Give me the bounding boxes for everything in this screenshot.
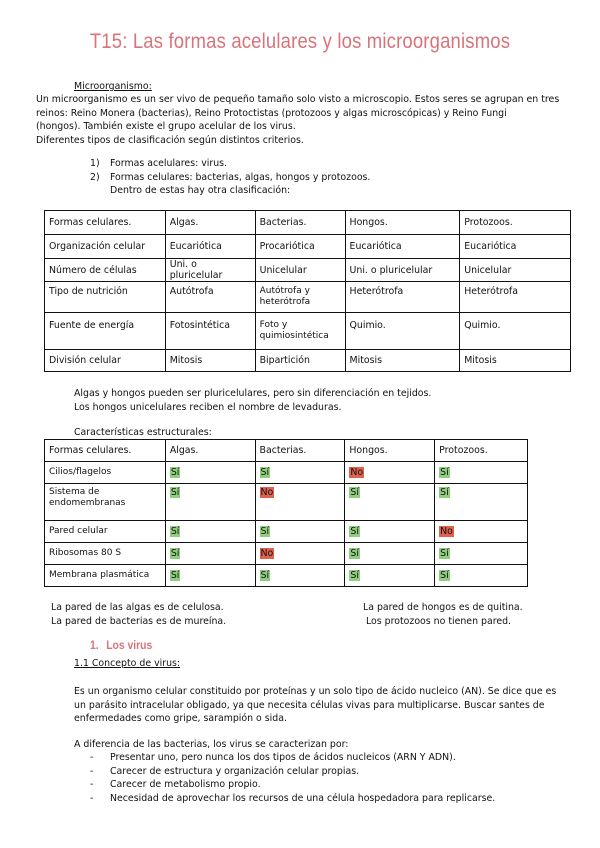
table-cell [165,543,255,565]
paragraph-line: Es un organismo celular constituido por proteínas y un solo tipo de ácido nucleico (AN). Se dice que es [74,686,557,697]
table-header-row [45,440,528,462]
virus-traits-list [90,751,495,805]
table-row [45,565,528,587]
note-line: La pared de bacterias es de mureína. [51,615,227,627]
notes-algae-fungi [74,387,431,414]
table-row [45,543,528,565]
section-heading [90,640,152,652]
table-header-cell: Bacterias. [255,440,345,462]
table-cell: Autótrofa y heterótrofa [255,282,345,313]
yes-badge: Sí [170,467,180,478]
structural-table [44,439,528,587]
table-cell: Procariótica [255,235,345,259]
table-header-cell: Formas celulares. [45,440,166,462]
table-cell: Tipo de nutrición [45,282,166,313]
list-item: - Presentar uno, pero nunca los dos tipos de ácidos nucleicos (ARN Y ADN). [90,752,456,763]
table-header-cell: Hongos. [345,211,460,235]
table-cell: Mitosis [345,350,460,372]
yes-badge: Sí [440,487,449,498]
list-item: 1) Formas acelulares: virus. [90,158,228,169]
paragraph-line: enfermedades como gripe, sarampión o sida. [74,713,287,724]
yes-badge: Sí [440,570,449,581]
table-cell [255,543,345,565]
table-cell [435,462,528,484]
table-header-cell: Hongos. [345,440,435,462]
table-cell: Autótrofa [165,282,255,313]
table-row [45,462,528,484]
table-cell: Membrana plasmática [45,565,166,587]
no-badge: No [260,548,274,559]
wall-notes-right [363,601,523,628]
intro-paragraph [36,93,559,147]
table-row [45,313,571,350]
table-cell [165,462,255,484]
table-cell: Número de células [45,259,166,282]
intro-line: reinos: Reino Monera (bacterias), Reino Protoctistas (protozoos y algas microscópicas) y Reino Fungi [36,107,507,119]
table-row [45,350,571,372]
table-row [45,484,528,521]
table-row [45,259,571,282]
list-subtext: Dentro de estas hay otra clasificación: [110,185,291,196]
classification-list [90,157,370,198]
table-cell: Fotosintética [165,313,255,350]
table-cell [435,484,528,521]
table-header-cell: Algas. [165,211,255,235]
yes-badge: Sí [170,487,180,498]
yes-badge: Sí [350,570,359,581]
yes-badge: Sí [260,467,270,478]
table-cell [255,484,345,521]
yes-badge: Sí [170,526,180,537]
table-cell: Fuente de energía [45,313,166,350]
table-cell: Quimio. [460,313,571,350]
table-cell: Quimio. [345,313,460,350]
table-cell [255,521,345,543]
note-line: La pared de las algas es de celulosa. [51,602,224,613]
list-item: - Necesidad de aprovechar los recursos de una célula hospedadora para replicarse. [90,792,496,804]
table-row [45,282,571,313]
table-cell: Cilios/flagelos [45,462,166,484]
table-cell: Eucariótica [165,235,255,259]
wall-notes-left [51,601,226,628]
table-cell [165,565,255,587]
intro-line: Un microorganismo es un ser vivo de pequeño tamaño solo visto a microscopio. Estos seres se agrupan en tres [36,94,560,105]
table-header-cell: Bacterias. [255,211,345,235]
no-badge: No [440,526,453,537]
table-cell [345,521,435,543]
table-cell: Mitosis [165,350,255,372]
table-cell: Ribosomas 80 S [45,543,166,565]
note-line: Los protozoos no tienen pared. [366,615,512,627]
table-cell [165,484,255,521]
no-badge: No [350,467,364,478]
table-cell [255,565,345,587]
yes-badge: Sí [440,467,449,478]
yes-badge: Sí [440,548,449,559]
table-cell [345,565,435,587]
yes-badge: Sí [260,570,270,581]
virus-concept-paragraph [74,685,556,726]
table-header-cell: Formas celulares. [45,211,166,235]
page-title: T15: Las formas acelulares y los microorganismos [89,30,511,53]
list-item: 2) Formas celulares: bacterias, algas, hongos y protozoos. [90,171,371,183]
no-badge: No [260,487,274,498]
yes-badge: Sí [260,526,270,537]
note-line: La pared de hongos es de quitina. [363,602,523,613]
intro-line: (hongos). También existe el grupo acelular de los virus. [36,121,296,132]
yes-badge: Sí [170,548,180,559]
table-cell: Foto y quimiosintética [255,313,345,350]
table2-caption: Características estructurales: [74,427,212,438]
table-cell [165,521,255,543]
list-item: - Carecer de metabolismo propio. [90,779,261,790]
classification-table [44,210,571,372]
yes-badge: Sí [350,487,359,498]
list-item: - Carecer de estructura y organización celular propias. [90,765,360,777]
difference-intro: A diferencia de las bacterias, los virus se caracterizan por: [74,739,349,750]
table-cell: Uni. o pluricelular [345,259,460,282]
table-header-row [45,211,571,235]
table-row [45,521,528,543]
table-cell: Heterótrofa [460,282,571,313]
table-cell: Organización celular [45,235,166,259]
table-header-cell: Algas. [165,440,255,462]
table-cell: Eucariótica [460,235,571,259]
table-cell [435,521,528,543]
yes-badge: Sí [170,570,180,581]
yes-badge: Sí [350,526,359,537]
table-header-cell: Protozoos. [435,440,528,462]
microorganism-heading: Microorganismo: [74,81,152,92]
table-cell: Pared celular [45,521,166,543]
note-line: Algas y hongos pueden ser pluricelulares, pero sin diferenciación en tejidos. [74,388,432,399]
table-cell: División celular [45,350,166,372]
table-cell: Bipartición [255,350,345,372]
intro-line: Diferentes tipos de clasificación según distintos criterios. [36,134,304,146]
table-cell [345,484,435,521]
table-header-cell: Protozoos. [460,211,571,235]
table-cell: Mitosis [460,350,571,372]
section-title: Los virus [106,640,153,652]
table-cell: Heterótrofa [345,282,460,313]
table-cell: Uni. o pluricelular [165,259,255,282]
section-number: 1. [90,640,99,652]
table-cell: Sistema de endomembranas [45,484,166,521]
yes-badge: Sí [350,548,359,559]
table-cell [345,462,435,484]
table-cell [345,543,435,565]
table-cell [435,565,528,587]
paragraph-line: un parásito intracelular obligado, ya que necesita células vivas para multiplicarse. Buscar santes de [74,699,545,711]
table-cell: Unicelular [460,259,571,282]
table-cell [255,462,345,484]
table-cell: Eucariótica [345,235,460,259]
table-row [45,235,571,259]
table-cell [435,543,528,565]
note-line: Los hongos unicelulares reciben el nombre de levaduras. [74,401,342,413]
table-cell: Unicelular [255,259,345,282]
subsection-heading: 1.1 Concepto de virus: [74,658,181,669]
